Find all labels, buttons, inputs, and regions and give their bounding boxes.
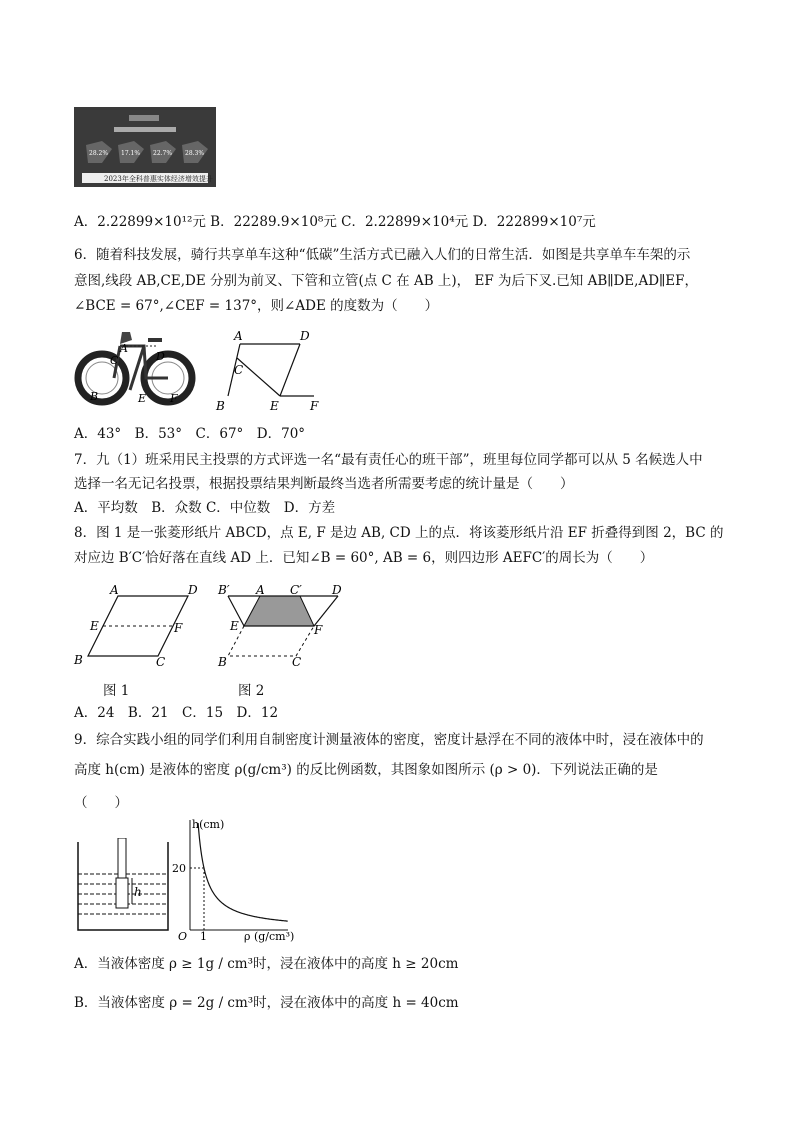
graph-xlabel: ρ (g/cm³) (244, 930, 295, 943)
q6-line2: 意图,线段 AB,CE,DE 分别为前叉、下管和立管(点 C 在 AB 上)， EF 为后下叉.已知 AB∥DE,AD∥EF， (74, 273, 698, 289)
q8-options: A．24 B．21 C．15 D．12 (74, 705, 279, 721)
bike-label-D: D (156, 350, 165, 363)
bicycle-picture (74, 330, 196, 410)
q8-line1: 8．图 1 是一张菱形纸片 ABCD，点 E, F 是边 AB, CD 上的点．将该菱形纸片沿 EF 折叠得到图 2，BC 的 (74, 525, 724, 541)
bike-label-E: E (138, 392, 147, 405)
q6-label-A: A (234, 329, 243, 343)
news-photo (74, 107, 216, 187)
beaker-figure (74, 838, 174, 936)
q6-label-E: E (270, 399, 279, 413)
inverse-curve (198, 823, 288, 921)
q8-line2: 对应边 B′C′恰好落在直线 AD 上．已知∠B = 60°, AB = 6，则四边形 AEFC′的周长为（ ） (74, 550, 654, 566)
news-photo-graphic (74, 107, 216, 187)
graph-ytick-20: 20 (172, 862, 186, 875)
bike-label-F: F (170, 392, 178, 405)
graph-xtick-1: 1 (200, 930, 207, 943)
fig2-label-B: B (218, 655, 227, 669)
bike-label-C: C (110, 354, 119, 367)
fig2-label-B1: B′ (218, 583, 230, 597)
graph-ylabel: h(cm) (192, 818, 225, 831)
fig1-label-F: F (174, 621, 183, 635)
bike-label-B: B (90, 390, 99, 403)
fig1-label-E: E (90, 619, 99, 633)
q7-options: A．平均数 B．众数 C．中位数 D．方差 (74, 500, 336, 516)
stat-2: 17.1% (121, 150, 141, 157)
q5-options: A．2.22899×10¹²元 B．22289.9×10⁸元 C．2.22899×10⁴元 D．222899×10⁷元 (74, 214, 596, 230)
q6-line3: ∠BCE = 67°,∠CEF = 137°，则∠ADE 的度数为（ ） (74, 298, 439, 314)
photo-banner: 2023年全科普惠实体经济增效提升 (104, 175, 213, 183)
q9-graph (168, 812, 308, 944)
fig2-label-E: E (230, 619, 239, 633)
graph-origin: O (178, 930, 188, 943)
q6-label-D: D (300, 329, 310, 343)
q8-fig1-caption: 图 1 (103, 683, 130, 699)
q6-line1: 6．随着科技发展，骑行共享单车这种“低碳”生活方式已融入人们的日常生活．如图是共享单车车架的示 (74, 247, 691, 263)
stat-4: 28.3% (185, 150, 205, 157)
bike-label-A: A (120, 342, 128, 355)
fig1-label-D: D (188, 583, 198, 597)
q9-line2: 高度 h(cm) 是液体的密度 ρ(g/cm³) 的反比例函数，其图象如图所示 (ρ > 0)．下列说法正确的是 (74, 762, 658, 778)
q6-figure (210, 328, 330, 414)
q9-option-b: B．当液体密度 ρ = 2g / cm³时，浸在液体中的高度 h = 40cm (74, 995, 459, 1011)
fig1-label-C: C (156, 655, 166, 669)
q6-label-B: B (216, 399, 225, 413)
q9-line3: （ ） (74, 795, 128, 811)
fig2-label-A: A (256, 583, 265, 597)
fig2-label-F: F (314, 623, 323, 637)
stat-1: 28.2% (89, 150, 109, 157)
fig1-label-B: B (74, 653, 83, 667)
fig2-label-C1: C′ (290, 583, 302, 597)
q8-fig2-caption: 图 2 (238, 683, 265, 699)
q6-label-F: F (310, 399, 319, 413)
fig1-label-A: A (110, 583, 119, 597)
beaker-h-label: h (134, 885, 142, 899)
fig2-label-C: C (292, 655, 302, 669)
q6-label-C: C (234, 363, 244, 377)
q8-figure-1 (70, 580, 200, 670)
q8-figure-2 (214, 580, 354, 670)
q6-options: A．43° B．53° C．67° D．70° (74, 426, 306, 442)
stat-3: 22.7% (153, 150, 173, 157)
q7-line1: 7．九（1）班采用民主投票的方式评选一名“最有责任心的班干部”，班里每位同学都可以从 5 名候选人中 (74, 452, 703, 468)
q9-line1: 9．综合实践小组的同学们利用自制密度计测量液体的密度，密度计悬浮在不同的液体中时，浸在液体中的 (74, 732, 704, 748)
fig2-label-D: D (332, 583, 342, 597)
q9-option-a: A．当液体密度 ρ ≥ 1g / cm³时，浸在液体中的高度 h ≥ 20cm (74, 956, 459, 972)
q7-line2: 选择一名无记名投票，根据投票结果判断最终当选者所需要考虑的统计量是（ ） (74, 476, 574, 492)
